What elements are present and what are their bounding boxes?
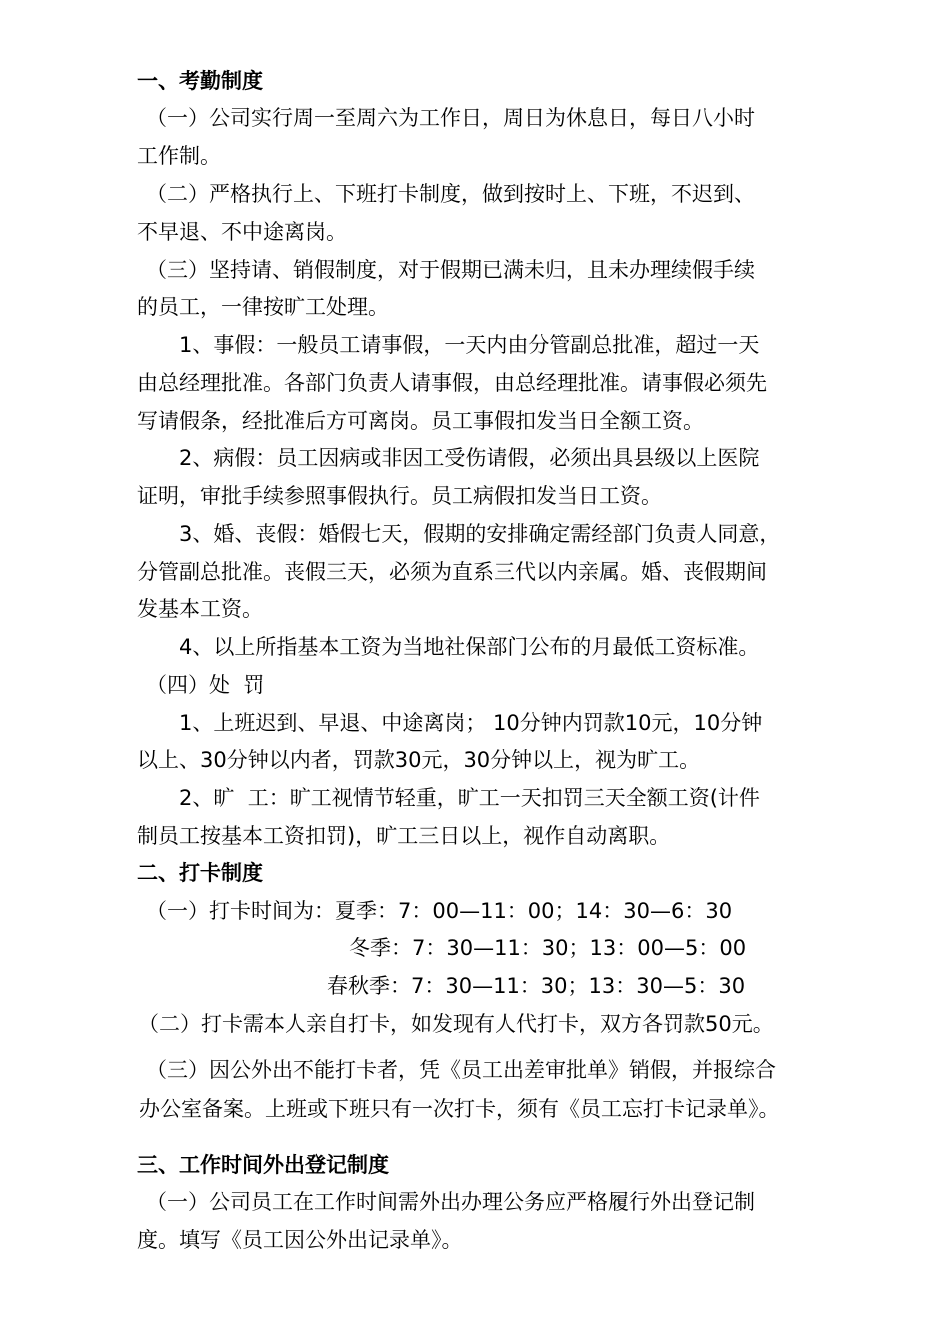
paragraph-line: （四）处 罚 bbox=[146, 673, 265, 697]
paragraph-line: 的员工，一律按旷工处理。 bbox=[137, 295, 389, 319]
paragraph-line: 写请假条，经批准后方可离岗。员工事假扣发当日全额工资。 bbox=[137, 409, 704, 433]
schedule-line-summer: （一）打卡时间为：夏季：7：00—11：00；14：30—6：30 bbox=[146, 899, 733, 923]
paragraph-line: 不早退、不中途离岗。 bbox=[137, 220, 347, 244]
paragraph-line: 证明，审批手续参照事假执行。员工病假扣发当日工资。 bbox=[137, 484, 662, 508]
paragraph-line: 办公室备案。上班或下班只有一次打卡，须有《员工忘打卡记录单》。 bbox=[139, 1097, 780, 1121]
paragraph-line: 分管副总批准。丧假三天，必须为直系三代以内亲属。婚、丧假期间 bbox=[137, 560, 767, 584]
paragraph-line: （二）打卡需本人亲自打卡，如发现有人代打卡，双方各罚款50元。 bbox=[138, 1012, 774, 1036]
section-heading-outing: 三、工作时间外出登记制度 bbox=[137, 1153, 389, 1177]
section-heading-clock-in: 二、打卡制度 bbox=[137, 861, 263, 885]
paragraph-line: 工作制。 bbox=[137, 144, 221, 168]
paragraph-line: （一）公司员工在工作时间需外出办理公务应严格履行外出登记制 bbox=[146, 1190, 755, 1214]
paragraph-line: （三）坚持请、销假制度，对于假期已满未归，且未办理续假手续 bbox=[146, 258, 755, 282]
paragraph-line: 度。填写《员工因公外出记录单》。 bbox=[137, 1228, 463, 1252]
paragraph-line: 4、以上所指基本工资为当地社保部门公布的月最低工资标准。 bbox=[179, 635, 760, 659]
paragraph-line: 2、病假：员工因病或非因工受伤请假，必须出具县级以上医院 bbox=[179, 446, 760, 470]
paragraph-line: 1、上班迟到、早退、中途离岗； 10分钟内罚款10元，10分钟 bbox=[179, 711, 763, 735]
paragraph-line: 3、婚、丧假：婚假七天，假期的安排确定需经部门负责人同意， bbox=[179, 522, 781, 546]
paragraph-line: 发基本工资。 bbox=[137, 597, 263, 621]
paragraph-line: 制员工按基本工资扣罚)，旷工三日以上，视作自动离职。 bbox=[137, 824, 671, 848]
paragraph-line: 由总经理批准。各部门负责人请事假，由总经理批准。请事假必须先 bbox=[137, 371, 767, 395]
section-heading-attendance: 一、考勤制度 bbox=[137, 69, 263, 93]
paragraph-line: （二）严格执行上、下班打卡制度，做到按时上、下班，不迟到、 bbox=[146, 182, 755, 206]
schedule-line-winter: 冬季：7：30—11：30；13：00—5：00 bbox=[349, 936, 747, 960]
schedule-line-spring-autumn: 春秋季：7：30—11：30；13：30—5：30 bbox=[327, 974, 746, 998]
paragraph-line: （一）公司实行周一至周六为工作日，周日为休息日，每日八小时 bbox=[146, 106, 755, 130]
paragraph-line: （三）因公外出不能打卡者，凭《员工出差审批单》销假，并报综合 bbox=[146, 1058, 776, 1082]
paragraph-line: 2、旷 工：旷工视情节轻重，旷工一天扣罚三天全额工资(计件 bbox=[179, 786, 760, 810]
paragraph-line: 1、事假：一般员工请事假，一天内由分管副总批准，超过一天 bbox=[179, 333, 760, 357]
paragraph-line: 以上、30分钟以内者，罚款30元，30分钟以上，视为旷工。 bbox=[137, 748, 701, 772]
